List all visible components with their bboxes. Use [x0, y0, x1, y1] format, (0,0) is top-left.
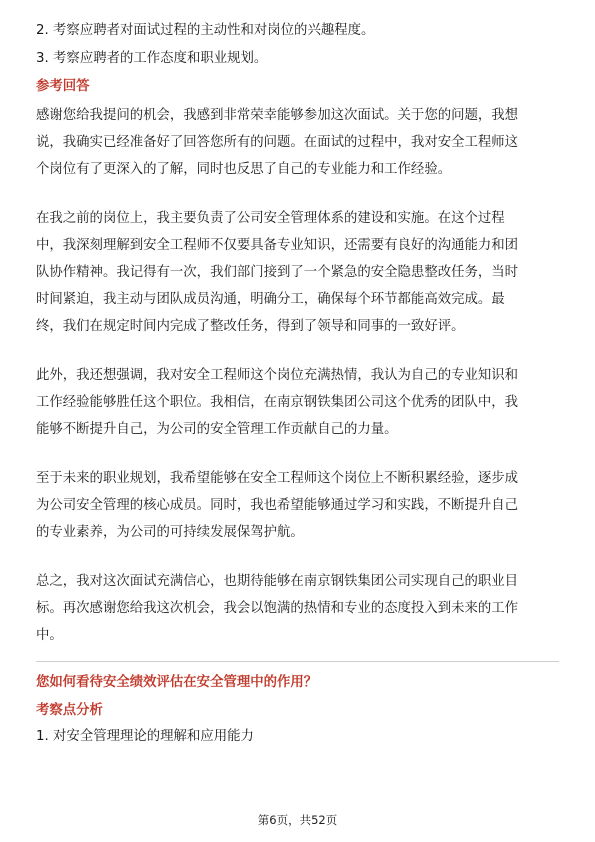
answer-paragraph	[36, 205, 559, 340]
paragraph-line: 此外，我还想强调，我对安全工程师这个岗位充满热情，我认为自己的专业知识和	[36, 368, 519, 383]
top-list	[36, 20, 559, 70]
paragraph-line: 的专业素养，为公司的可持续发展保驾护航。	[36, 525, 304, 540]
paragraph-line: 中，我深刻理解到安全工程师不仅要具备专业知识，还需要有良好的沟通能力和团	[36, 238, 519, 253]
answer-paragraph	[36, 102, 559, 183]
paragraph-line: 终，我们在规定时间内完成了整改任务，得到了领导和同事的一致好评。	[36, 319, 465, 334]
paragraph-line: 标。再次感谢您给我这次机会，我会以饱满的热情和专业的态度投入到未来的工作	[36, 601, 519, 616]
paragraph-line: 为公司安全管理的核心成员。同时，我也希望能够通过学习和实践，不断提升自己	[36, 498, 519, 513]
section-divider	[36, 661, 559, 662]
paragraph-line: 能够不断提升自己，为公司的安全管理工作贡献自己的力量。	[36, 422, 398, 437]
paragraph-line: 时间紧迫，我主动与团队成员沟通，明确分工，确保每个环节都能高效完成。最	[36, 292, 505, 307]
answer-label: 参考回答	[36, 79, 90, 94]
paragraph-line: 个岗位有了更深入的了解，同时也反思了自己的专业能力和工作经验。	[36, 162, 452, 177]
list-item: 2. 考察应聘者对面试过程的主动性和对岗位的兴趣程度。	[36, 23, 375, 38]
analysis-label: 考察点分析	[36, 703, 103, 718]
paragraph-line: 中。	[36, 628, 63, 643]
answer-paragraph	[36, 465, 559, 546]
question-heading: 您如何看待安全绩效评估在安全管理中的作用？	[36, 675, 318, 690]
answer-paragraph	[36, 362, 559, 443]
paragraph-line: 队协作精神。我记得有一次，我们部门接到了一个紧急的安全隐患整改任务，当时	[36, 265, 519, 280]
paragraph-line: 至于未来的职业规划，我希望能够在安全工程师这个岗位上不断积累经验，逐步成	[36, 471, 519, 486]
paragraph-line: 说，我确实已经准备好了回答您所有的问题。在面试的过程中，我对安全工程师这	[36, 135, 519, 150]
answer-paragraph	[36, 568, 559, 649]
paragraph-line: 总之，我对这次面试充满信心，也期待能够在南京钢铁集团公司实现自己的职业目	[36, 574, 519, 589]
paragraph-line: 工作经验能够胜任这个职位。我相信，在南京钢铁集团公司这个优秀的团队中，我	[36, 395, 519, 410]
analysis-item: 1. 对安全管理理论的理解和应用能力	[36, 729, 254, 744]
paragraph-line: 在我之前的岗位上，我主要负责了公司安全管理体系的建设和实施。在这个过程	[36, 211, 505, 226]
paragraph-line: 感谢您给我提问的机会，我感到非常荣幸能够参加这次面试。关于您的问题，我想	[36, 108, 519, 123]
list-item: 3. 考察应聘者的工作态度和职业规划。	[36, 51, 268, 66]
page-footer: 第6页，共52页	[257, 813, 338, 827]
document-page	[36, 20, 559, 754]
